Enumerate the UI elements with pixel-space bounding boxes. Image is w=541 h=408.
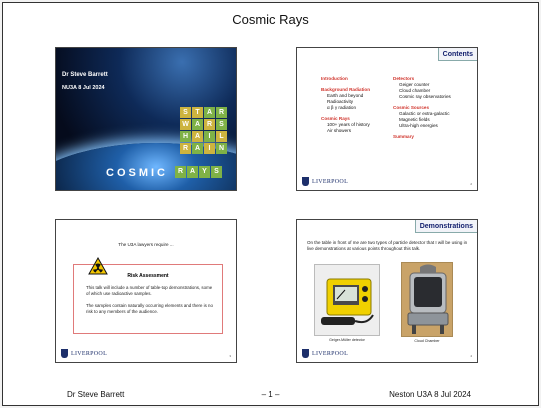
letter-tile: S: [180, 107, 191, 118]
contents-item: 100+ years of history: [327, 122, 370, 127]
page-title: Cosmic Rays: [232, 12, 309, 27]
slide3-footer: [61, 349, 107, 358]
contents-heading: Cosmic Sources: [393, 105, 429, 110]
risk-assessment-box: [73, 264, 223, 334]
handout-page: [2, 2, 539, 406]
slide4-title: Demonstrations: [415, 220, 477, 233]
slide3-intro: The U3A lawyers require ...: [118, 242, 174, 247]
slide2-footer: [302, 177, 348, 186]
tile-row: [180, 119, 227, 130]
geiger-counter-photo: [314, 264, 380, 336]
slide-demonstrations: [296, 219, 478, 363]
university-name: LIVERPOOL: [71, 350, 108, 357]
slide3-number: 3: [229, 354, 231, 358]
contents-heading: Detectors: [393, 76, 415, 81]
contents-item: Radioactivity: [327, 99, 354, 104]
slide1-date: NU3A 8 Jul 2024: [62, 85, 105, 91]
contents-item: Earth and beyond: [327, 93, 364, 98]
slide-risk-assessment: [55, 219, 237, 363]
tile-row: [180, 143, 227, 154]
risk-paragraph-1: This talk will include a number of table-top demonstrations, some of which use radioactive samples.: [86, 285, 213, 296]
letter-tile: A: [204, 107, 215, 118]
slide4-intro: On the table in front of me are two types of particle detector that I will be using in live demonstrations at various points throughout this talk.: [307, 240, 468, 251]
letter-tile: H: [180, 131, 191, 142]
letter-tile: N: [216, 143, 227, 154]
rays-tiles: [175, 166, 222, 178]
caption-geiger: Geiger-Müller detector: [329, 338, 365, 342]
letter-tile: R: [204, 119, 215, 130]
letter-tile: R: [180, 143, 191, 154]
contents-item: Ultra-high energies: [399, 123, 438, 128]
letter-tile: W: [180, 119, 191, 130]
university-crest-icon: [302, 349, 309, 358]
slide1-author: Dr Steve Barrett: [62, 72, 108, 78]
slide-contents: [296, 47, 478, 191]
contents-item: Geiger counter: [399, 82, 430, 87]
letter-tile: I: [204, 143, 215, 154]
letter-tile: R: [175, 166, 186, 178]
letter-tile: R: [216, 107, 227, 118]
contents-heading: Background Radiation: [321, 87, 371, 92]
cloud-chamber-photo: [401, 262, 453, 337]
cosmic-word: COSMIC: [106, 166, 168, 179]
contents-heading: Summary: [393, 134, 414, 139]
contents-heading: Cosmic Rays: [321, 116, 350, 121]
university-crest-icon: [61, 349, 68, 358]
letter-tile: A: [187, 166, 198, 178]
contents-item: Air showers: [327, 128, 351, 133]
slide4-footer: [302, 349, 348, 358]
letter-tile: I: [204, 131, 215, 142]
letter-tile: T: [192, 107, 203, 118]
contents-item: α β γ radiation: [327, 105, 357, 110]
cosmic-rays-title: [106, 166, 222, 179]
contents-item: Cosmic ray observatories: [399, 94, 451, 99]
tile-row: [180, 107, 227, 118]
tile-row: [180, 131, 227, 142]
risk-box-title: Risk Assessment: [127, 273, 169, 279]
letter-tile: A: [192, 131, 203, 142]
university-name: LIVERPOOL: [312, 178, 349, 185]
contents-item: Magnetic fields: [399, 117, 430, 122]
slide2-number: 2: [470, 182, 472, 186]
letter-tile: A: [192, 119, 203, 130]
slide-title: [55, 47, 237, 191]
caption-cloud-chamber: Cloud Chamber: [414, 339, 440, 343]
letter-tile: L: [216, 131, 227, 142]
risk-paragraph-2: The samples contain naturally occurring elements and there is no risk to any members of the audience.: [86, 303, 213, 314]
university-name: LIVERPOOL: [312, 350, 349, 357]
letter-tile: S: [211, 166, 222, 178]
university-crest-icon: [302, 177, 309, 186]
footer-author: Dr Steve Barrett: [67, 390, 125, 399]
slide4-number: 4: [470, 354, 472, 358]
contents-column-left: [321, 76, 370, 134]
footer-event: Neston U3A 8 Jul 2024: [389, 390, 471, 399]
word-tile-grid: [180, 107, 227, 155]
contents-item: Galactic or extra-galactic: [399, 111, 450, 116]
letter-tile: Y: [199, 166, 210, 178]
contents-column-right: [393, 76, 451, 140]
slide2-title: Contents: [438, 48, 477, 61]
contents-heading: Introduction: [321, 76, 348, 81]
letter-tile: A: [192, 143, 203, 154]
letter-tile: S: [216, 119, 227, 130]
contents-item: Cloud chamber: [399, 88, 431, 93]
footer-page-number: – 1 –: [261, 390, 280, 399]
